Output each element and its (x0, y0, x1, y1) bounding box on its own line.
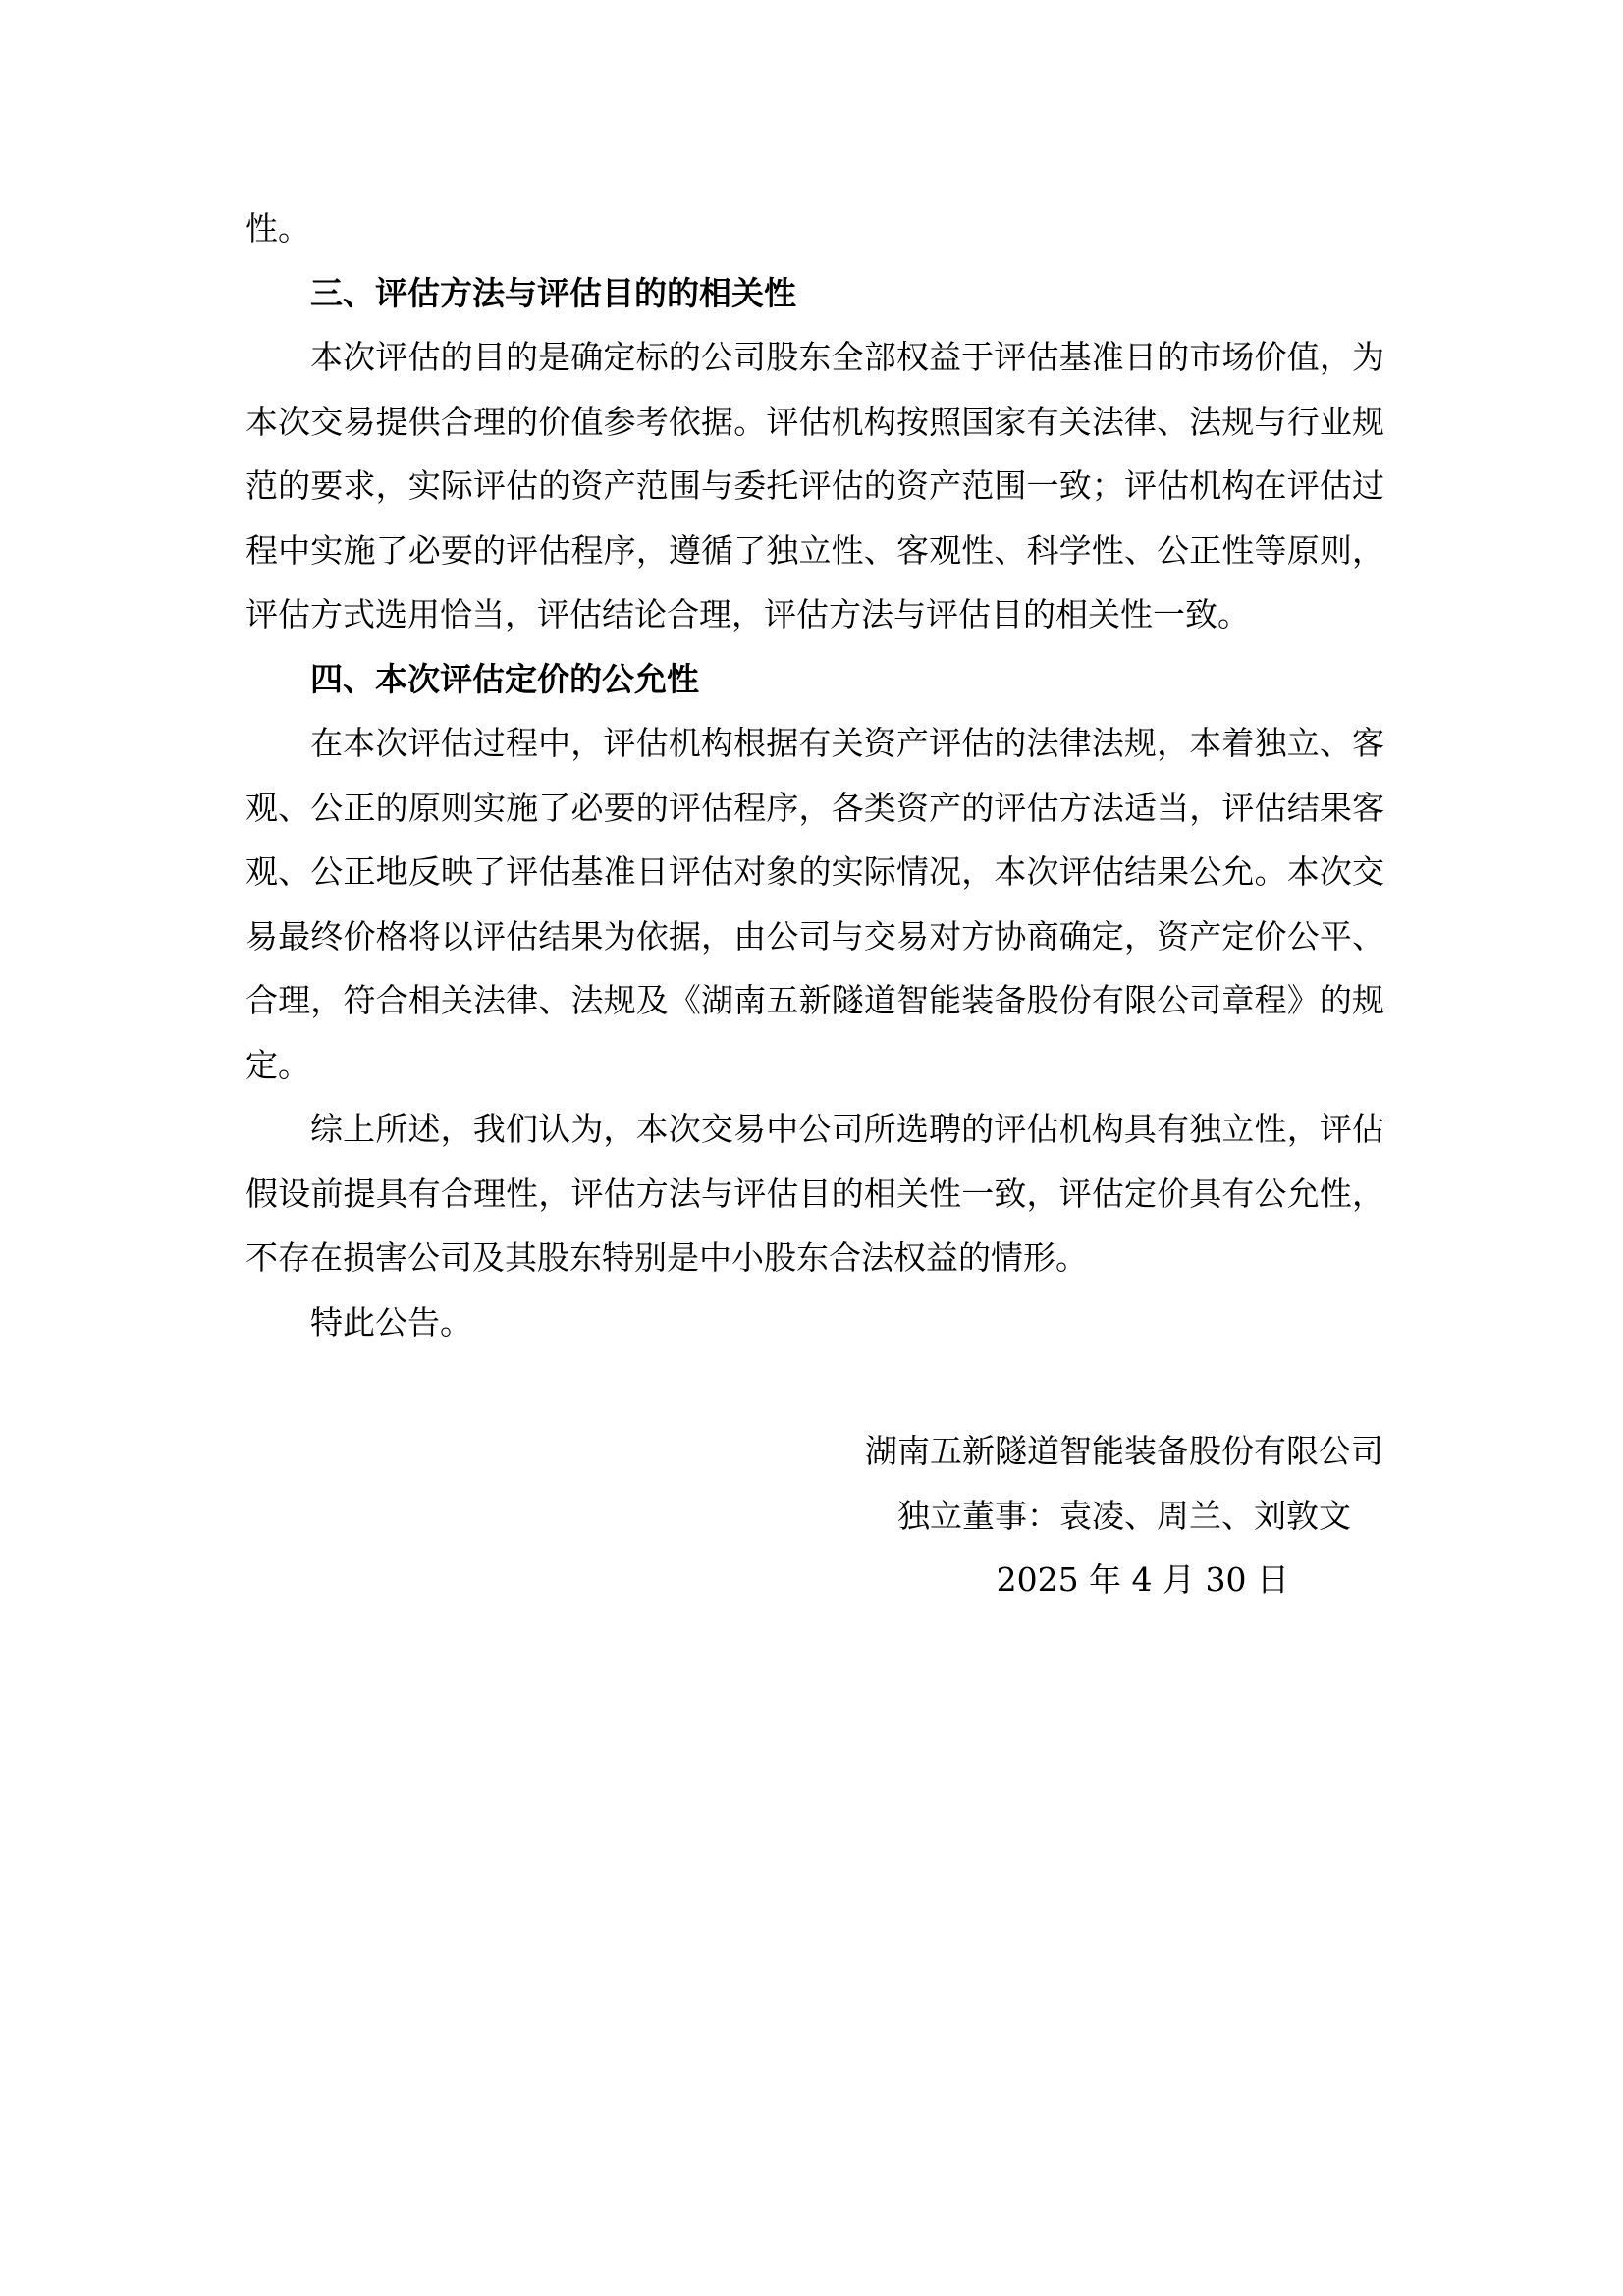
paragraph-line: 本次交易提供合理的价值参考依据。评估机构按照国家有关法律、法规与行业规 (245, 403, 1384, 441)
section-3-heading: 三、评估方法与评估目的的相关性 (310, 274, 796, 312)
closing-line: 特此公告。 (310, 1303, 472, 1341)
paragraph-line: 观、公正的原则实施了必要的评估程序，各类资产的评估方法适当，评估结果客 (245, 789, 1384, 827)
paragraph-line: 评估方式选用恰当，评估结论合理，评估方法与评估目的相关性一致。 (245, 595, 1250, 633)
paragraph-line: 在本次评估过程中，评估机构根据有关资产评估的法律法规，本着独立、客 (310, 724, 1384, 762)
signature-directors: 独立董事：袁凌、周兰、刘敦文 (897, 1497, 1351, 1535)
paragraph-line: 假设前提具有合理性，评估方法与评估目的相关性一致，评估定价具有公允性， (245, 1175, 1384, 1213)
paragraph-line: 易最终价格将以评估结果为依据，由公司与交易对方协商确定，资产定价公平、 (245, 917, 1384, 956)
paragraph-line: 综上所述，我们认为，本次交易中公司所选聘的评估机构具有独立性，评估 (310, 1110, 1384, 1148)
paragraph-line: 定。 (245, 1046, 310, 1084)
paragraph-line: 范的要求，实际评估的资产范围与委托评估的资产范围一致；评估机构在评估过 (245, 466, 1384, 505)
signature-company: 湖南五新隧道智能装备股份有限公司 (865, 1432, 1383, 1470)
paragraph-line: 不存在损害公司及其股东特别是中小股东合法权益的情形。 (245, 1238, 1088, 1277)
paragraph-line: 合理，符合相关法律、法规及《湖南五新隧道智能装备股份有限公司章程》的规 (245, 981, 1384, 1019)
section-4-heading: 四、本次评估定价的公允性 (310, 660, 699, 698)
paragraph-line: 程中实施了必要的评估程序，遵循了独立性、客观性、科学性、公正性等原则， (245, 531, 1384, 570)
paragraph-line: 观、公正地反映了评估基准日评估对象的实际情况，本次评估结果公允。本次交 (245, 852, 1384, 891)
signature-date: 2025 年 4 月 30 日 (996, 1560, 1289, 1599)
carry-over-line: 性。 (245, 209, 310, 247)
paragraph-line: 本次评估的目的是确定标的公司股东全部权益于评估基准日的市场价值，为 (310, 338, 1384, 376)
